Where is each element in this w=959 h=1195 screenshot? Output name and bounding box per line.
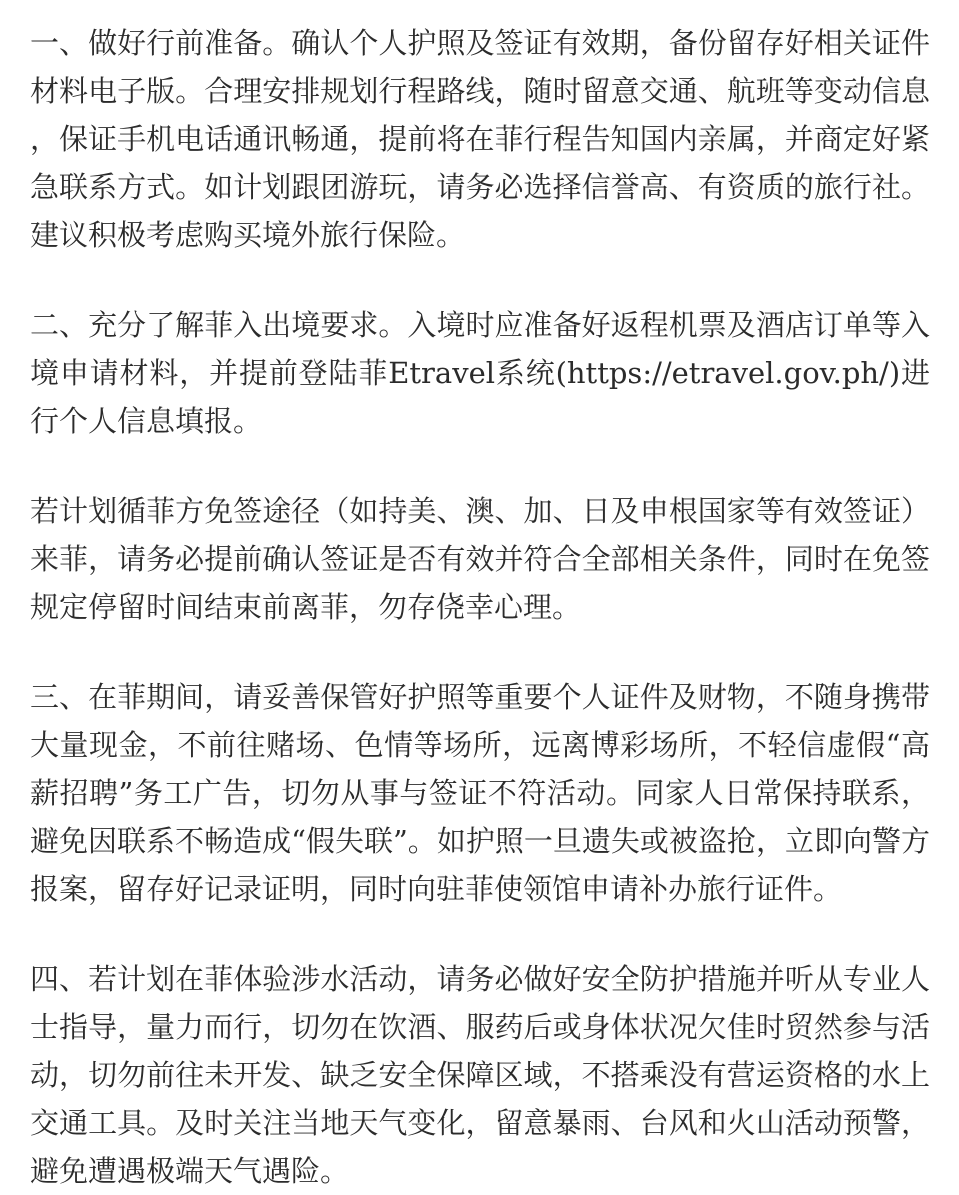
paragraph-entry-exit-requirements: 二、充分了解菲入出境要求。入境时应准备好返程机票及酒店订单等入境申请材料，并提前登陆菲Etravel系统(https://etravel.gov.ph/)进行个人信息填报。 <box>30 308 930 438</box>
paragraph-visa-free-entry: 若计划循菲方免签途径（如持美、澳、加、日及申根国家等有效签证）来菲，请务必提前确认签证是否有效并符合全部相关条件，同时在免签规定停留时间结束前离菲，勿存侥幸心理。 <box>30 494 930 624</box>
paragraph-water-activities: 四、若计划在菲体验涉水活动，请务必做好安全防护措施并听从专业人士指导，量力而行，切勿在饮酒、服药后或身体状况欠佳时贸然参与活动，切勿前往未开发、缺乏安全保障区域，不搭乘没有营运资格的水上交通工具。及时关注当地天气变化，留意暴雨、台风和火山活动预警，避免遭遇极端天气遇险。 <box>30 962 930 1188</box>
paragraph-safety-during-stay: 三、在菲期间，请妥善保管好护照等重要个人证件及财物，不随身携带大量现金，不前往赌场、色情等场所，远离博彩场所，不轻信虚假“高薪招聘”务工广告，切勿从事与签证不符活动。同家人日常保持联系，避免因联系不畅造成“假失联”。如护照一旦遗失或被盗抢，立即向警方报案，留存好记录证明，同时向驻菲使领馆申请补办旅行证件。 <box>30 680 930 906</box>
paragraph-travel-preparation: 一、做好行前准备。确认个人护照及签证有效期，备份留存好相关证件材料电子版。合理安排规划行程路线，随时留意交通、航班等变动信息，保证手机电话通讯畅通，提前将在菲行程告知国内亲属，并商定好紧急联系方式。如计划跟团游玩，请务必选择信誉高、有资质的旅行社。建议积极考虑购买境外旅行保险。 <box>30 26 930 252</box>
article-body <box>30 19 930 1195</box>
